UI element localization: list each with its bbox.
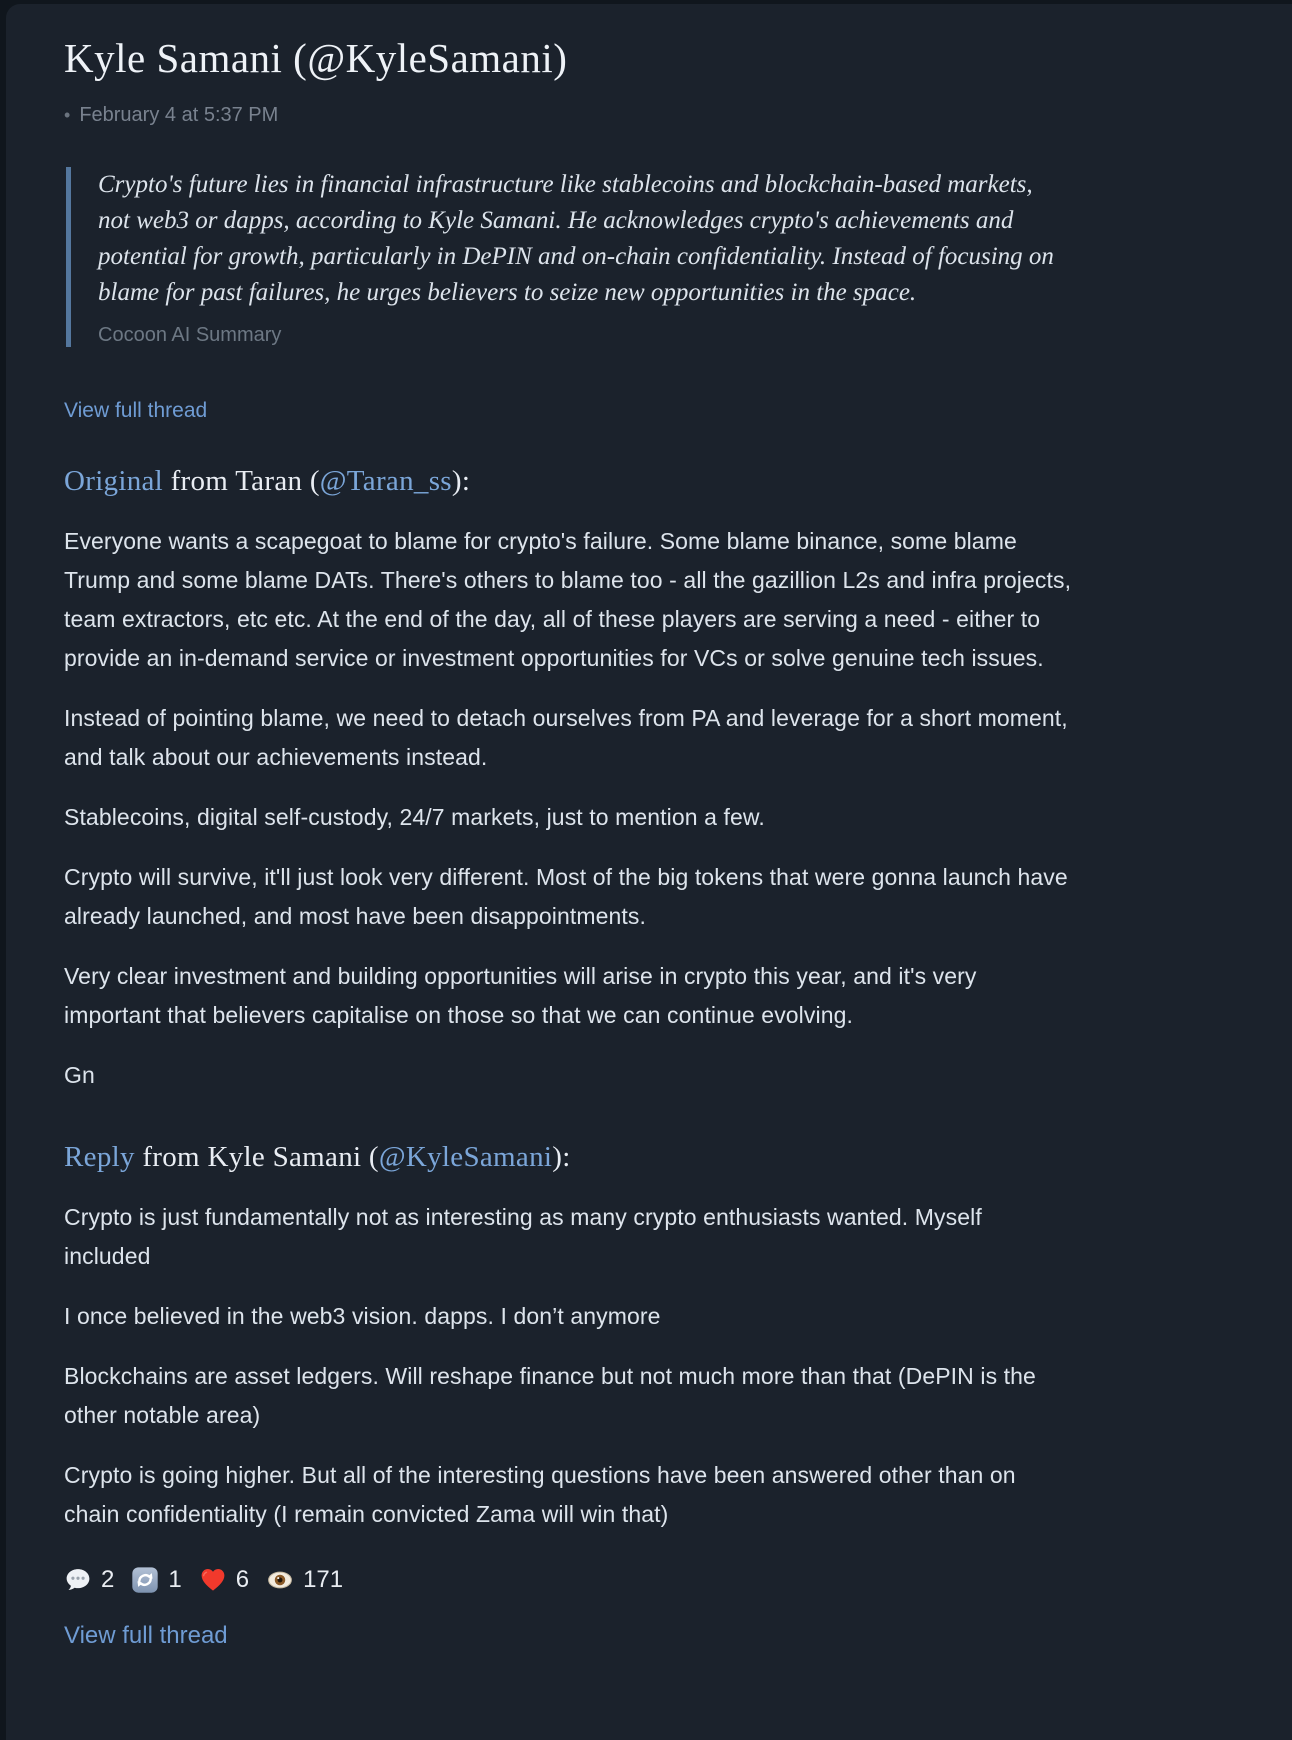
- reposts-stat: [131, 1566, 181, 1594]
- reply-author-handle-link[interactable]: @KyleSamani: [378, 1141, 553, 1173]
- comments-stat: [64, 1566, 114, 1594]
- original-paragraph: Crypto will survive, it'll just look very different. Most of the big tokens that were gonna launch have already launched, and most have been disappointments.: [64, 864, 1068, 929]
- engagement-stats-row: [64, 1566, 1172, 1594]
- comments-count: 2: [101, 1566, 115, 1593]
- view-full-thread-link-top[interactable]: View full thread: [64, 399, 208, 422]
- reply-paragraph: Crypto is going higher. But all of the interesting questions have been answered other than on chain confidentiality (I remain convicted Zama will win that): [64, 1462, 1016, 1527]
- original-paragraph: Very clear investment and building opportunities will arise in crypto this year, and it's very important that believers capitalise on those so that we can continue evolving.: [64, 963, 977, 1028]
- ai-summary-text: Crypto's future lies in financial infrastructure like stablecoins and blockchain-based markets, not web3 or dapps, according to Kyle Samani. He acknowledges crypto's achievements and potential for growth, particularly in DePIN and on-chain confidentiality. Instead of focusing on blame for past failures, he urges believers to seize new opportunities in the space.: [98, 171, 1054, 306]
- bullet-icon: •: [64, 105, 71, 125]
- original-paragraph: Gn: [64, 1062, 95, 1088]
- timestamp-text: February 4 at 5:37 PM: [79, 104, 279, 126]
- speech-bubble-icon: [64, 1566, 92, 1594]
- original-heading-text: from Taran (: [163, 465, 320, 497]
- post-card: [6, 4, 1292, 1740]
- repeat-icon: [131, 1566, 159, 1594]
- views-count: 171: [303, 1566, 344, 1593]
- original-post-heading: [64, 465, 1172, 498]
- original-heading-suffix: ):: [451, 465, 471, 497]
- heart-icon: [199, 1566, 227, 1594]
- reply-label-link[interactable]: Reply: [64, 1141, 135, 1173]
- page-title: Kyle Samani (@KyleSamani): [64, 35, 568, 81]
- original-paragraph: Everyone wants a scapegoat to blame for crypto's failure. Some blame binance, some blame Trump and some blame DATs. There's others to blame too - all the gazillion L2s and infra projects, team extractors, etc etc. At the end of the day, all of these players are serving a need - either to provide an in-demand service or investment opportunities for VCs or solve genuine tech issues.: [64, 528, 1072, 671]
- original-paragraph: Stablecoins, digital self-custody, 24/7 markets, just to mention a few.: [64, 804, 765, 830]
- reply-heading-text: from Kyle Samani (: [134, 1141, 379, 1173]
- view-full-thread-link-bottom[interactable]: View full thread: [64, 1622, 228, 1649]
- original-author-handle-link[interactable]: @Taran_ss: [319, 465, 452, 497]
- original-paragraph: Instead of pointing blame, we need to detach ourselves from PA and leverage for a short moment, and talk about our achievements instead.: [64, 705, 1068, 770]
- ai-summary-quote: [66, 167, 1172, 347]
- timestamp: [64, 104, 1172, 127]
- ai-summary-label: Cocoon AI Summary: [98, 324, 282, 346]
- reply-paragraph: Blockchains are asset ledgers. Will reshape finance but not much more than that (DePIN is the other notable area): [64, 1363, 1036, 1428]
- reply-post-heading: [64, 1141, 1172, 1174]
- reply-heading-suffix: ):: [552, 1141, 571, 1173]
- likes-stat: [199, 1566, 249, 1594]
- views-stat: [266, 1566, 343, 1594]
- original-label-link[interactable]: Original: [64, 465, 164, 497]
- reply-paragraph: Crypto is just fundamentally not as interesting as many crypto enthusiasts wanted. Myself included: [64, 1204, 982, 1269]
- likes-count: 6: [235, 1566, 250, 1593]
- reply-paragraph: I once believed in the web3 vision. dapps. I don’t anymore: [64, 1303, 661, 1329]
- reposts-count: 1: [168, 1566, 182, 1593]
- eye-icon: [266, 1566, 294, 1594]
